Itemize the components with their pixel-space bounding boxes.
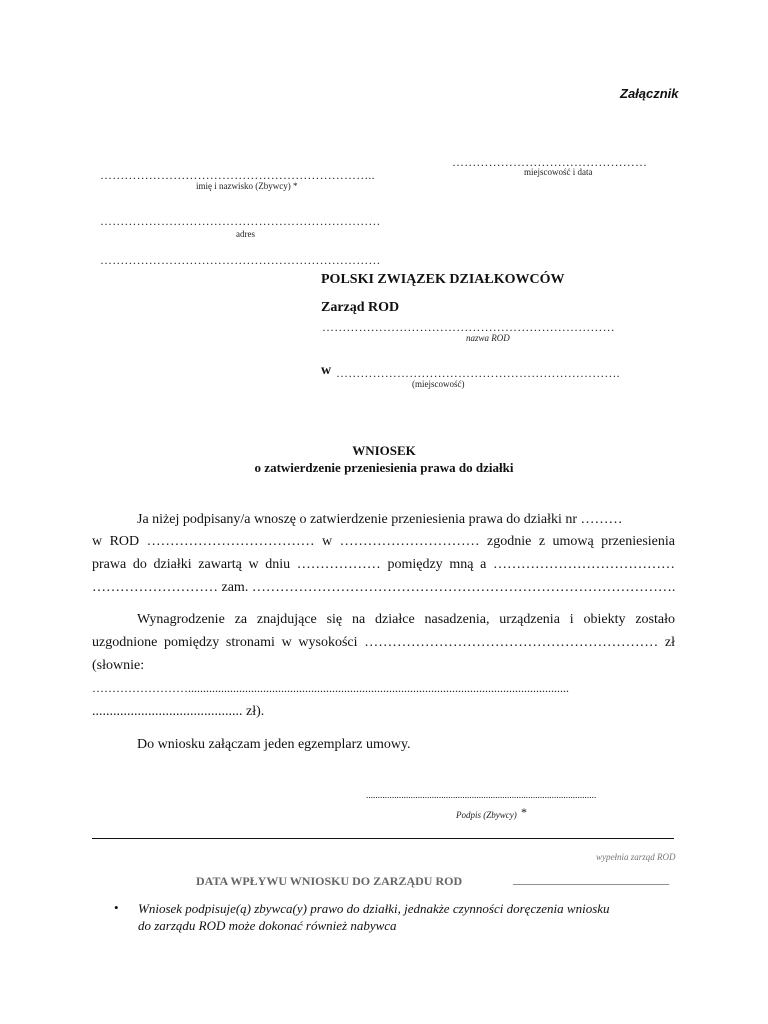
locality-dots: ……………………………………………………………. (336, 366, 620, 380)
paragraph2-line1: Wynagrodzenie za znajdujące się na działce nasadzenia, urządzenia i obiekty zostało (137, 612, 675, 627)
organization-name: POLSKI ZWIĄZEK DZIAŁKOWCÓW (321, 272, 565, 287)
paragraph1-line3: prawa do działki zawartą w dniu ……………… pomiędzy mną a ………………………………… (92, 557, 675, 572)
document-title: WNIOSEK (352, 443, 416, 458)
locality-caption: (miejscowość) (412, 379, 465, 389)
sender-name-caption: imię i nazwisko (Zbywcy) * (196, 181, 298, 191)
signature-asterisk: * (521, 805, 527, 819)
place-date-dots: ………………………………………… (452, 155, 648, 169)
receipt-date-line: __________________________ (513, 872, 669, 886)
paragraph2-line3: (słownie: (92, 658, 145, 673)
signature-caption: Podpis (Zbywcy) (456, 810, 517, 820)
section-divider (92, 838, 674, 839)
signature-dots: .................................................................................................. (366, 790, 597, 800)
paragraph2-line5: ........................................... zł). (92, 704, 265, 719)
sender-address-dots-2: …………………………………………………………… (100, 253, 381, 267)
paragraph1-line1: Ja niżej podpisany/a wnoszę o zatwierdzenie przeniesienia prawa do działki nr ……… (137, 512, 623, 527)
document-subtitle: o zatwierdzenie przeniesienia prawa do działki (254, 460, 514, 475)
footnote-line1: Wniosek podpisuje(ą) zbywca(y) prawo do działki, jednakże czynności doręczenia wniosku (138, 901, 610, 916)
rod-name-caption: nazwa ROD (466, 333, 510, 343)
footnote-bullet: • (114, 900, 119, 915)
receipt-date-label: DATA WPŁYWU WNIOSKU DO ZARZĄDU ROD (196, 874, 463, 888)
paragraph2-line4: ……………………............................................................................................................................... (92, 681, 569, 695)
paragraph1-line4: ……………………… zam. ………………………………………………………………………………. (92, 580, 675, 595)
board-name: Zarząd ROD (321, 300, 400, 315)
sender-name-dots: ………………………………………………………….. (100, 168, 375, 182)
place-date-caption: miejscowość i data (524, 167, 593, 177)
sender-address-caption: adres (236, 229, 255, 239)
rod-name-dots: ……………………………………………………………… (322, 320, 615, 334)
sender-address-dots: …………………………………………………………… (100, 214, 381, 228)
attachment-sentence: Do wniosku załączam jeden egzemplarz umowy. (137, 737, 411, 752)
paragraph1-line2: w ROD ……………………………… w ………………………… zgodnie z umową przeniesienia (92, 534, 675, 549)
footnote-line2: do zarządu ROD może dokonać również nabywca (138, 918, 397, 933)
filled-by-board-note: wypełnia zarząd ROD (596, 852, 676, 862)
paragraph2-line2: uzgodnione pomiędzy stronami w wysokości ……………………………………………………… zł (92, 635, 675, 650)
attachment-label: Załącznik (620, 86, 679, 101)
locality-prefix: w (321, 363, 332, 378)
